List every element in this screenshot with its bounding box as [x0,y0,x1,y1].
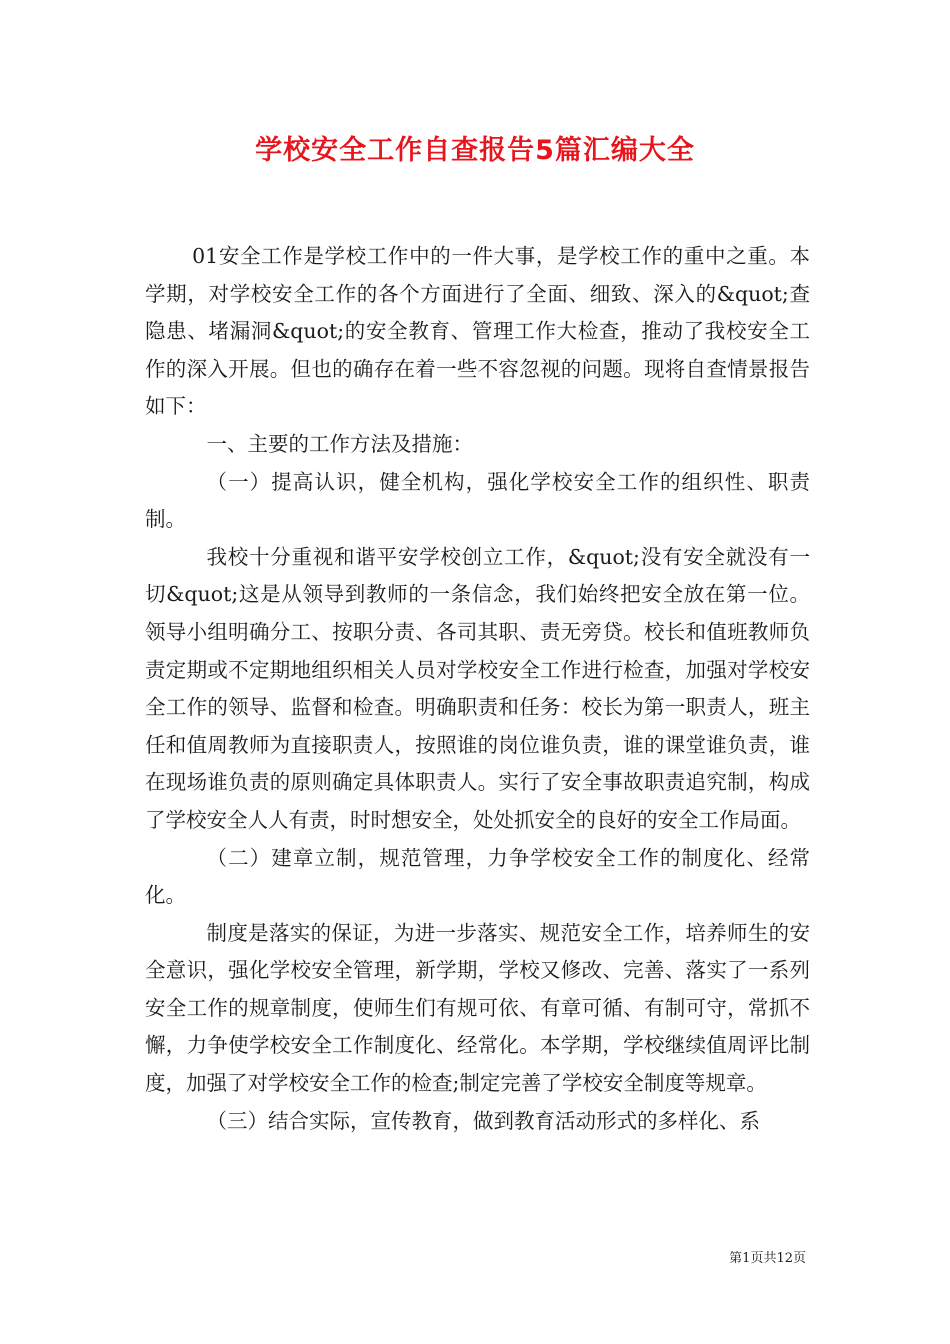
paragraph-intro: 01安全工作是学校工作中的一件大事，是学校工作的重中之重。本学期，对学校安全工作的各个方面进行了全面、细致、深入的&quot;查隐患、堵漏洞&quot;的安全教育、管理工作大检查，推动了我校安全工作的深入开展。但也的确存在着一些不容忽视的问题。现将自查情景报告如下： [145,244,810,419]
subsection-heading-2: （二）建章立制，规范管理，力争学校安全工作的制度化、经常化。 [145,845,810,908]
subsection-heading-3: （三）结合实际，宣传教育，做到教育活动形式的多样化、系 [206,1108,760,1133]
section-heading-1: 一、主要的工作方法及措施： [206,431,473,456]
subsection-heading-1: （一）提高认识，健全机构，强化学校安全工作的组织性、职责制。 [145,469,810,532]
page-number: 第1页共12页 [729,1251,806,1266]
document-body [145,238,810,1140]
paragraph-regulations: 制度是落实的保证，为进一步落实、规范安全工作，培养师生的安全意识，强化学校安全管理，新学期，学校又修改、完善、落实了一系列安全工作的规章制度，使师生们有规可依、有章可循、有制可守，常抓不懈，力争使学校安全工作制度化、经常化。本学期，学校继续值周评比制度，加强了对学校安全工作的检查;制定完善了学校安全制度等规章。 [145,920,810,1096]
document-title: 学校安全工作自查报告5篇汇编大全 [255,135,695,166]
paragraph-organization: 我校十分重视和谐平安学校创立工作，&quot;没有安全就没有一切&quot;这是从领导到教师的一条信念，我们始终把安全放在第一位。领导小组明确分工、按职分责、各司其职、责无旁贷。校长和值班教师负责定期或不定期地组织相关人员对学校安全工作进行检查，加强对学校安全工作的领导、监督和检查。明确职责和任务：校长为第一职责人，班主任和值周教师为直接职责人，按照谁的岗位谁负责，谁的课堂谁负责，谁在现场谁负责的原则确定具体职责人。实行了安全事故职责追究制，构成了学校安全人人有责，时时想安全，处处抓安全的良好的安全工作局面。 [145,544,810,832]
